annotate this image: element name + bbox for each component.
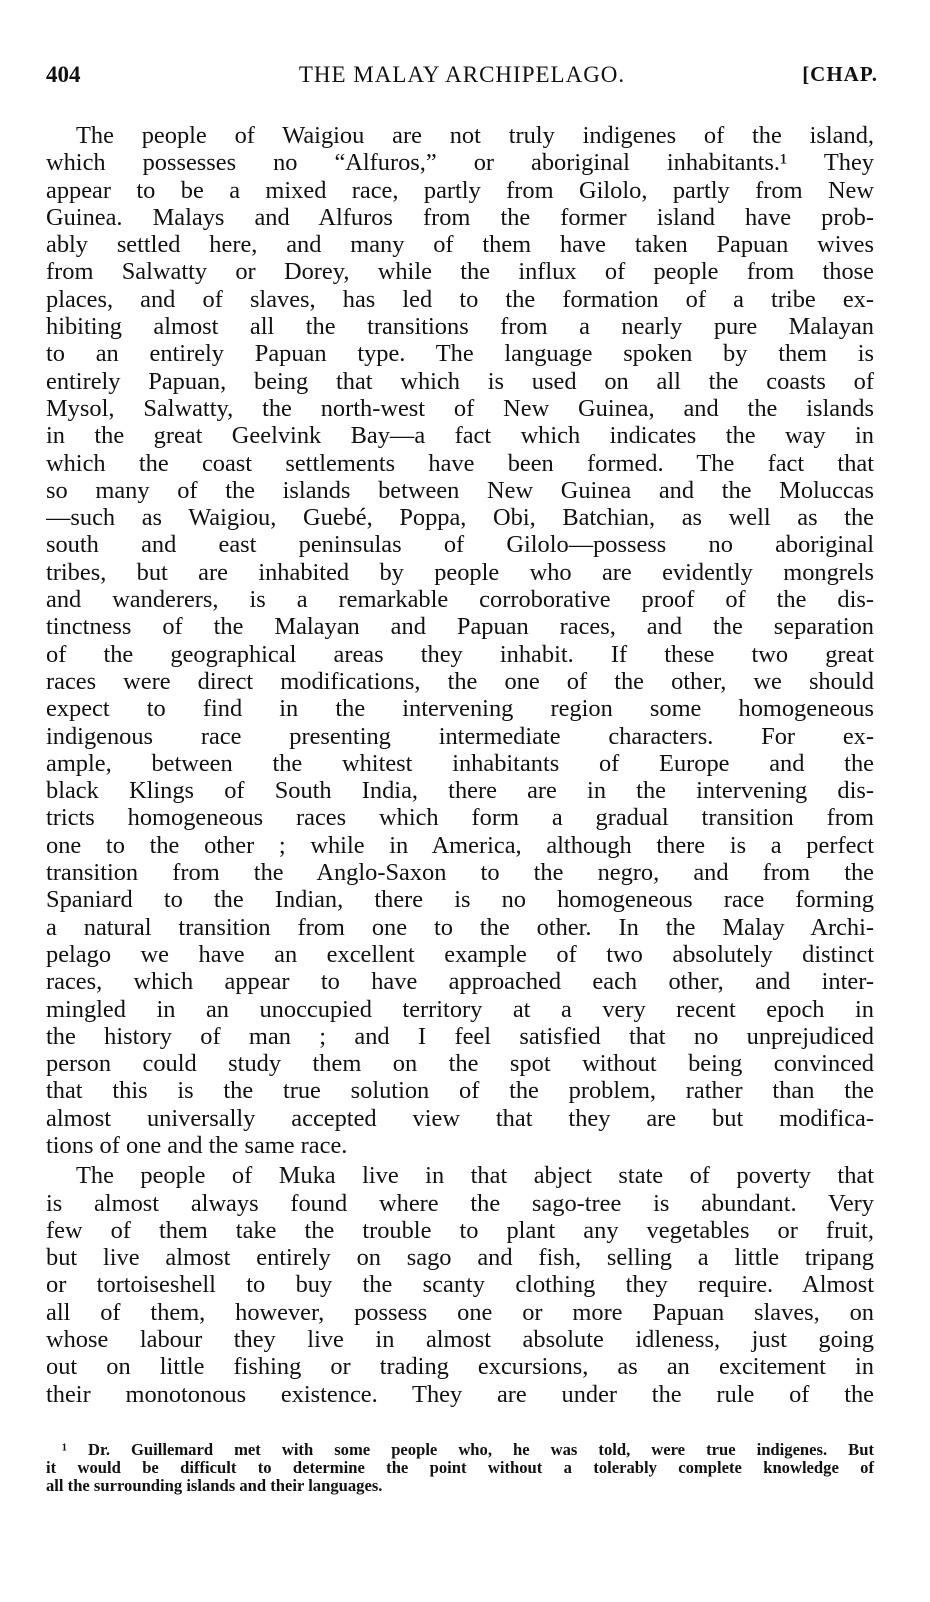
text-line: tions of one and the same race. — [46, 1131, 348, 1159]
footnote-line: ¹ Dr. Guillemard met with some people who, he was told, were true indigenes. But — [62, 1440, 874, 1459]
text-line: Guinea. Malays and Alfuros from the former island have prob- — [46, 203, 874, 231]
page-number: 404 — [46, 62, 81, 87]
text-line: from Salwatty or Dorey, while the influx of people from those — [46, 258, 874, 286]
text-line: is almost always found where the sago-tree is abundant. Very — [46, 1189, 874, 1217]
text-line: appear to be a mixed race, partly from Gilolo, partly from New — [46, 176, 874, 204]
running-title: THE MALAY ARCHIPELAGO. — [298, 62, 626, 87]
text-line: the history of man ; and I feel satisfied that no unprejudiced — [46, 1022, 874, 1050]
text-line: to an entirely Papuan type. The language spoken by them is — [46, 340, 874, 368]
text-line: but live almost entirely on sago and fish, selling a little tripang — [46, 1244, 874, 1272]
text-line: indigenous race presenting intermediate characters. For ex- — [46, 722, 874, 750]
text-line: races, which appear to have approached each other, and inter- — [46, 968, 874, 996]
text-line: mingled in an unoccupied territory at a very recent epoch in — [46, 995, 874, 1023]
text-line: person could study them on the spot without being convinced — [46, 1050, 874, 1078]
text-line: few of them take the trouble to plant any vegetables or fruit, — [46, 1216, 874, 1244]
paragraph-2 — [46, 1162, 874, 1408]
text-line: Spaniard to the Indian, there is no homogeneous race forming — [46, 886, 874, 914]
footnote — [46, 1441, 874, 1495]
text-line: which possesses no “Alfuros,” or aboriginal inhabitants.¹ They — [46, 149, 874, 177]
running-header — [46, 62, 878, 92]
text-line: or tortoiseshell to buy the scanty clothing they require. Almost — [46, 1271, 874, 1299]
text-line: tinctness of the Malayan and Papuan races, and the separation — [46, 613, 874, 641]
paragraph-1 — [46, 122, 874, 1159]
text-line: that this is the true solution of the problem, rather than the — [46, 1077, 874, 1105]
text-line: of the geographical areas they inhabit. If these two great — [46, 640, 874, 668]
text-line: south and east peninsulas of Gilolo—possess no aboriginal — [46, 531, 874, 559]
text-line: tricts homogeneous races which form a gradual transition from — [46, 804, 874, 832]
text-line: Mysol, Salwatty, the north-west of New Guinea, and the islands — [46, 394, 874, 422]
text-line: and wanderers, is a remarkable corroborative proof of the dis- — [46, 586, 874, 614]
footnote-line: all the surrounding islands and their languages. — [46, 1476, 383, 1495]
text-line: ably settled here, and many of them have taken Papuan wives — [46, 231, 874, 259]
text-line: The people of Waigiou are not truly indigenes of the island, — [76, 122, 874, 149]
body-text — [46, 122, 874, 1408]
text-line: whose labour they live in almost absolute idleness, just going — [46, 1326, 874, 1354]
text-line: The people of Muka live in that abject state of poverty that — [76, 1162, 874, 1190]
text-line: —such as Waigiou, Guebé, Poppa, Obi, Batchian, as well as the — [46, 504, 874, 532]
text-line: transition from the Anglo-Saxon to the negro, and from the — [46, 859, 874, 887]
text-line: their monotonous existence. They are under the rule of the — [46, 1380, 874, 1408]
text-line: entirely Papuan, being that which is used on all the coasts of — [46, 367, 874, 395]
text-line: out on little fishing or trading excursions, as an excitement in — [46, 1353, 874, 1381]
footnote-line: it would be difficult to determine the point without a tolerably complete knowledge of — [46, 1458, 874, 1477]
text-line: one to the other ; while in America, although there is a perfect — [46, 831, 874, 859]
text-line: black Klings of South India, there are in the intervening dis- — [46, 777, 874, 805]
text-line: so many of the islands between New Guinea and the Moluccas — [46, 476, 874, 504]
text-line: in the great Geelvink Bay—a fact which indicates the way in — [46, 422, 874, 450]
text-line: a natural transition from one to the other. In the Malay Archi- — [46, 913, 874, 941]
chapter-mark: [CHAP. — [802, 62, 878, 86]
text-line: races were direct modifications, the one of the other, we should — [46, 667, 874, 695]
text-line: tribes, but are inhabited by people who are evidently mongrels — [46, 558, 874, 586]
text-line: places, and of slaves, has led to the formation of a tribe ex- — [46, 285, 874, 313]
text-line: which the coast settlements have been formed. The fact that — [46, 449, 874, 477]
text-line: almost universally accepted view that they are but modifica- — [46, 1104, 874, 1132]
text-line: pelago we have an excellent example of two absolutely distinct — [46, 940, 874, 968]
text-line: hibiting almost all the transitions from a nearly pure Malayan — [46, 313, 874, 341]
text-line: ample, between the whitest inhabitants of Europe and the — [46, 749, 874, 777]
text-line: expect to find in the intervening region some homogeneous — [46, 695, 874, 723]
text-line: all of them, however, possess one or more Papuan slaves, on — [46, 1298, 874, 1326]
